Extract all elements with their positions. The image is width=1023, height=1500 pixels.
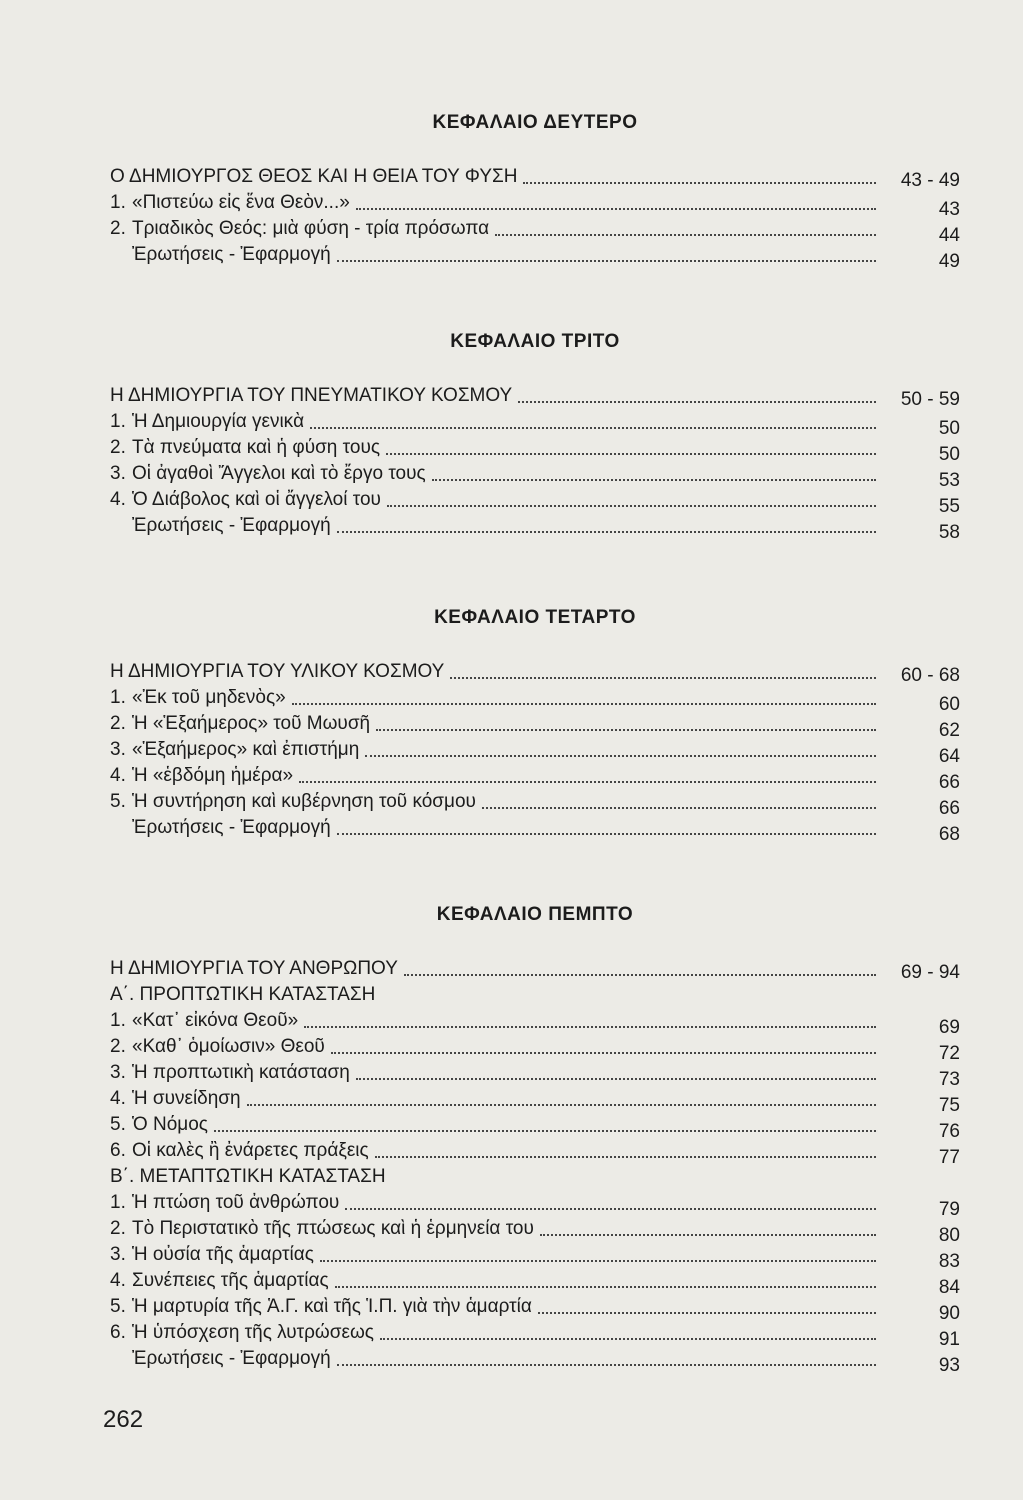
page-number: 262	[103, 1406, 144, 1433]
chapter-two	[110, 112, 960, 272]
main-pages: 69 - 94	[900, 962, 960, 983]
toc-entry	[110, 1060, 960, 1090]
leader-dots	[337, 1364, 876, 1366]
entry-page: 53	[938, 470, 960, 491]
entry-page: 72	[938, 1043, 960, 1064]
entry-number: 4.	[110, 489, 126, 510]
entry-title: «Ἑξαήμερος» καὶ ἐπιστήμη	[132, 739, 360, 760]
entry-title: Τὰ πνεύματα καὶ ἡ φύση τους	[132, 437, 381, 458]
main-title: Ο ΔΗΜΙΟΥΡΓΟΣ ΘΕΟΣ ΚΑΙ Η ΘΕΙΑ ΤΟΥ ΦΥΣΗ	[110, 166, 518, 187]
entry-page: 49	[938, 251, 960, 272]
chapter-heading: ΚΕΦΑΛΑΙΟ ΤΡΙΤΟ	[450, 331, 620, 352]
entry-page: 44	[938, 225, 960, 246]
leader-dots	[523, 182, 876, 184]
leader-dots	[337, 833, 876, 835]
toc-entry	[110, 1008, 960, 1038]
main-pages: 43 - 49	[900, 170, 960, 191]
entry-title: Ἡ πτώση τοῦ ἀνθρώπου	[132, 1192, 340, 1213]
toc-entry	[110, 461, 960, 491]
entry-number: 2.	[110, 713, 126, 734]
leader-dots	[356, 1078, 876, 1080]
entry-title: Ἐρωτήσεις - Ἐφαρμογή	[132, 817, 331, 838]
entry-title: «Καθ᾽ ὁμοίωσιν» Θεοῦ	[132, 1036, 325, 1057]
entry-page: 66	[938, 798, 960, 819]
entry-title: Ἡ συντήρηση καὶ κυβέρνηση τοῦ κόσμου	[132, 791, 476, 812]
entry-number: 5.	[110, 1114, 126, 1135]
leader-dots	[376, 729, 876, 731]
entry-number: 2.	[110, 1036, 126, 1057]
leader-dots	[375, 1156, 876, 1158]
entry-title: Ἐρωτήσεις - Ἐφαρμογή	[132, 515, 331, 536]
entry-page: 93	[938, 1355, 960, 1376]
entry-page: 84	[938, 1277, 960, 1298]
entry-number: 4.	[110, 1270, 126, 1291]
entry-title: Συνέπειες τῆς ἁμαρτίας	[132, 1270, 329, 1291]
entry-number: 3.	[110, 1244, 126, 1265]
entry-page: 73	[938, 1069, 960, 1090]
chapter-main-entry	[110, 956, 960, 982]
entry-page: 68	[938, 824, 960, 845]
entry-page: 62	[938, 720, 960, 741]
entry-page: 58	[938, 522, 960, 543]
leader-dots	[365, 755, 876, 757]
section-heading-b: Β΄. ΜΕΤΑΠΤΩΤΙΚΗ ΚΑΤΑΣΤΑΣΗ	[110, 1166, 386, 1187]
chapter-five	[110, 904, 960, 1376]
entry-number: 2.	[110, 1218, 126, 1239]
toc-entry	[110, 1190, 960, 1220]
chapter-main-entry	[110, 659, 960, 685]
toc-entry	[110, 1320, 960, 1350]
leader-dots	[482, 807, 876, 809]
entry-number: 1.	[110, 1010, 126, 1031]
main-title: Η ΔΗΜΙΟΥΡΓΙΑ ΤΟΥ ΑΝΘΡΩΠΟΥ	[110, 958, 398, 979]
entry-page: 91	[938, 1329, 960, 1350]
entry-page: 60	[938, 694, 960, 715]
entry-number: 4.	[110, 1088, 126, 1109]
entry-number: 6.	[110, 1140, 126, 1161]
leader-dots	[335, 1286, 876, 1288]
entry-title: Ἐρωτήσεις - Ἐφαρμογή	[132, 1348, 331, 1369]
toc-entry	[110, 409, 960, 439]
entry-page: 64	[938, 746, 960, 767]
main-pages: 60 - 68	[900, 665, 960, 686]
entry-page: 66	[938, 772, 960, 793]
entry-title: Τριαδικὸς Θεός: μιὰ φύση - τρία πρόσωπα	[132, 218, 490, 239]
entry-number: 1.	[110, 411, 126, 432]
entry-page: 79	[938, 1199, 960, 1220]
chapter-heading: ΚΕΦΑΛΑΙΟ ΠΕΜΠΤΟ	[436, 904, 634, 925]
toc-entry	[110, 487, 960, 517]
toc-entry	[110, 789, 960, 819]
toc-entry	[110, 1346, 960, 1376]
leader-dots	[345, 1208, 876, 1210]
toc-entry	[110, 435, 960, 465]
entry-title: Ὁ Διάβολος καὶ οἱ ἄγγελοί του	[132, 489, 381, 510]
entry-page: 80	[938, 1225, 960, 1246]
entry-number: 1.	[110, 1192, 126, 1213]
leader-dots	[247, 1104, 876, 1106]
leader-dots	[380, 1338, 876, 1340]
main-pages: 50 - 59	[900, 389, 960, 410]
entry-number: 1.	[110, 687, 126, 708]
toc-entry	[110, 1268, 960, 1298]
toc-entry	[110, 737, 960, 767]
leader-dots	[495, 234, 876, 236]
entry-page: 69	[938, 1017, 960, 1038]
leader-dots	[214, 1130, 876, 1132]
toc-entry	[110, 1112, 960, 1142]
entry-title: Ὁ Νόμος	[132, 1114, 208, 1135]
leader-dots	[518, 401, 876, 403]
entry-title: «Κατ᾽ εἰκόνα Θεοῦ»	[132, 1010, 299, 1031]
leader-dots	[387, 505, 876, 507]
chapter-four	[110, 607, 960, 845]
entry-number: 5.	[110, 1296, 126, 1317]
entry-title: Ἡ μαρτυρία τῆς Ἁ.Γ. καὶ τῆς Ἱ.Π. γιὰ τὴν ἁμαρτία	[132, 1296, 532, 1317]
entry-number: 2.	[110, 218, 126, 239]
toc-entry	[110, 1034, 960, 1064]
entry-title: Ἡ οὐσία τῆς ἁμαρτίας	[132, 1244, 314, 1265]
entry-title: Ἡ «ἑβδόμη ἡμέρα»	[132, 765, 294, 786]
leader-dots	[356, 208, 876, 210]
entry-number: 5.	[110, 791, 126, 812]
entry-page: 50	[938, 418, 960, 439]
chapter-heading: ΚΕΦΑΛΑΙΟ ΤΕΤΑΡΤΟ	[434, 607, 636, 628]
leader-dots	[320, 1260, 876, 1262]
leader-dots	[331, 1052, 876, 1054]
entry-number: 6.	[110, 1322, 126, 1343]
entry-number: 3.	[110, 463, 126, 484]
leader-dots	[538, 1312, 876, 1314]
leader-dots	[337, 531, 876, 533]
chapter-main-entry	[110, 164, 960, 190]
toc-entry	[110, 1138, 960, 1168]
entry-page: 77	[938, 1147, 960, 1168]
leader-dots	[310, 427, 876, 429]
entry-number: 3.	[110, 739, 126, 760]
entry-page: 43	[938, 199, 960, 220]
entry-page: 50	[938, 444, 960, 465]
toc-entry	[110, 1294, 960, 1324]
chapter-main-entry	[110, 383, 960, 409]
entry-page: 76	[938, 1121, 960, 1142]
chapter-three	[110, 331, 960, 543]
leader-dots	[299, 781, 876, 783]
toc-entry	[110, 190, 960, 220]
entry-page: 55	[938, 496, 960, 517]
entry-title: Ἐρωτήσεις - Ἐφαρμογή	[132, 244, 331, 265]
toc-entry	[110, 1216, 960, 1246]
entry-title: Ἡ «Ἑξαήμερος» τοῦ Μωυσῆ	[132, 713, 371, 734]
leader-dots	[304, 1026, 876, 1028]
entry-title: Ἡ Δημιουργία γενικὰ	[132, 411, 305, 432]
main-title: Η ΔΗΜΙΟΥΡΓΙΑ ΤΟΥ ΠΝΕΥΜΑΤΙΚΟΥ ΚΟΣΜΟΥ	[110, 385, 513, 406]
entry-page: 83	[938, 1251, 960, 1272]
entry-title: Οἱ ἀγαθοὶ Ἄγγελοι καὶ τὸ ἔργο τους	[132, 463, 426, 484]
leader-dots	[337, 260, 876, 262]
entry-title: Ἡ συνείδηση	[132, 1088, 241, 1109]
entry-page: 90	[938, 1303, 960, 1324]
toc-entry	[110, 1242, 960, 1272]
entry-number: 2.	[110, 437, 126, 458]
entry-title: Οἱ καλὲς ἢ ἐνάρετες πράξεις	[132, 1140, 369, 1161]
toc-entry	[110, 513, 960, 543]
toc-entry	[110, 1086, 960, 1116]
entry-title: Ἡ ὑπόσχεση τῆς λυτρώσεως	[132, 1322, 374, 1343]
toc-entry	[110, 815, 960, 845]
leader-dots	[386, 453, 876, 455]
toc-entry	[110, 763, 960, 793]
toc-entry	[110, 216, 960, 246]
toc-entry	[110, 711, 960, 741]
leader-dots	[404, 974, 876, 976]
entry-number: 3.	[110, 1062, 126, 1083]
entry-title: «Πιστεύω εἰς ἕνα Θεὸν...»	[132, 192, 350, 213]
toc-entry	[110, 685, 960, 715]
chapter-heading: ΚΕΦΑΛΑΙΟ ΔΕΥΤΕΡΟ	[432, 112, 638, 133]
entry-title: Ἡ προπτωτικὴ κατάσταση	[132, 1062, 350, 1083]
entry-number: 4.	[110, 765, 126, 786]
main-title: Η ΔΗΜΙΟΥΡΓΙΑ ΤΟΥ ΥΛΙΚΟΥ ΚΟΣΜΟΥ	[110, 661, 445, 682]
leader-dots	[540, 1234, 876, 1236]
leader-dots	[432, 479, 876, 481]
toc-entry	[110, 242, 960, 272]
entry-title: Τὸ Περιστατικὸ τῆς πτώσεως καὶ ἡ ἑρμηνεία του	[132, 1218, 534, 1239]
entry-title: «Ἐκ τοῦ μηδενὸς»	[132, 687, 286, 708]
entry-page: 75	[938, 1095, 960, 1116]
entry-number: 1.	[110, 192, 126, 213]
section-heading-a: Α΄. ΠΡΟΠΤΩΤΙΚΗ ΚΑΤΑΣΤΑΣΗ	[110, 984, 376, 1005]
leader-dots	[292, 703, 876, 705]
leader-dots	[450, 677, 876, 679]
